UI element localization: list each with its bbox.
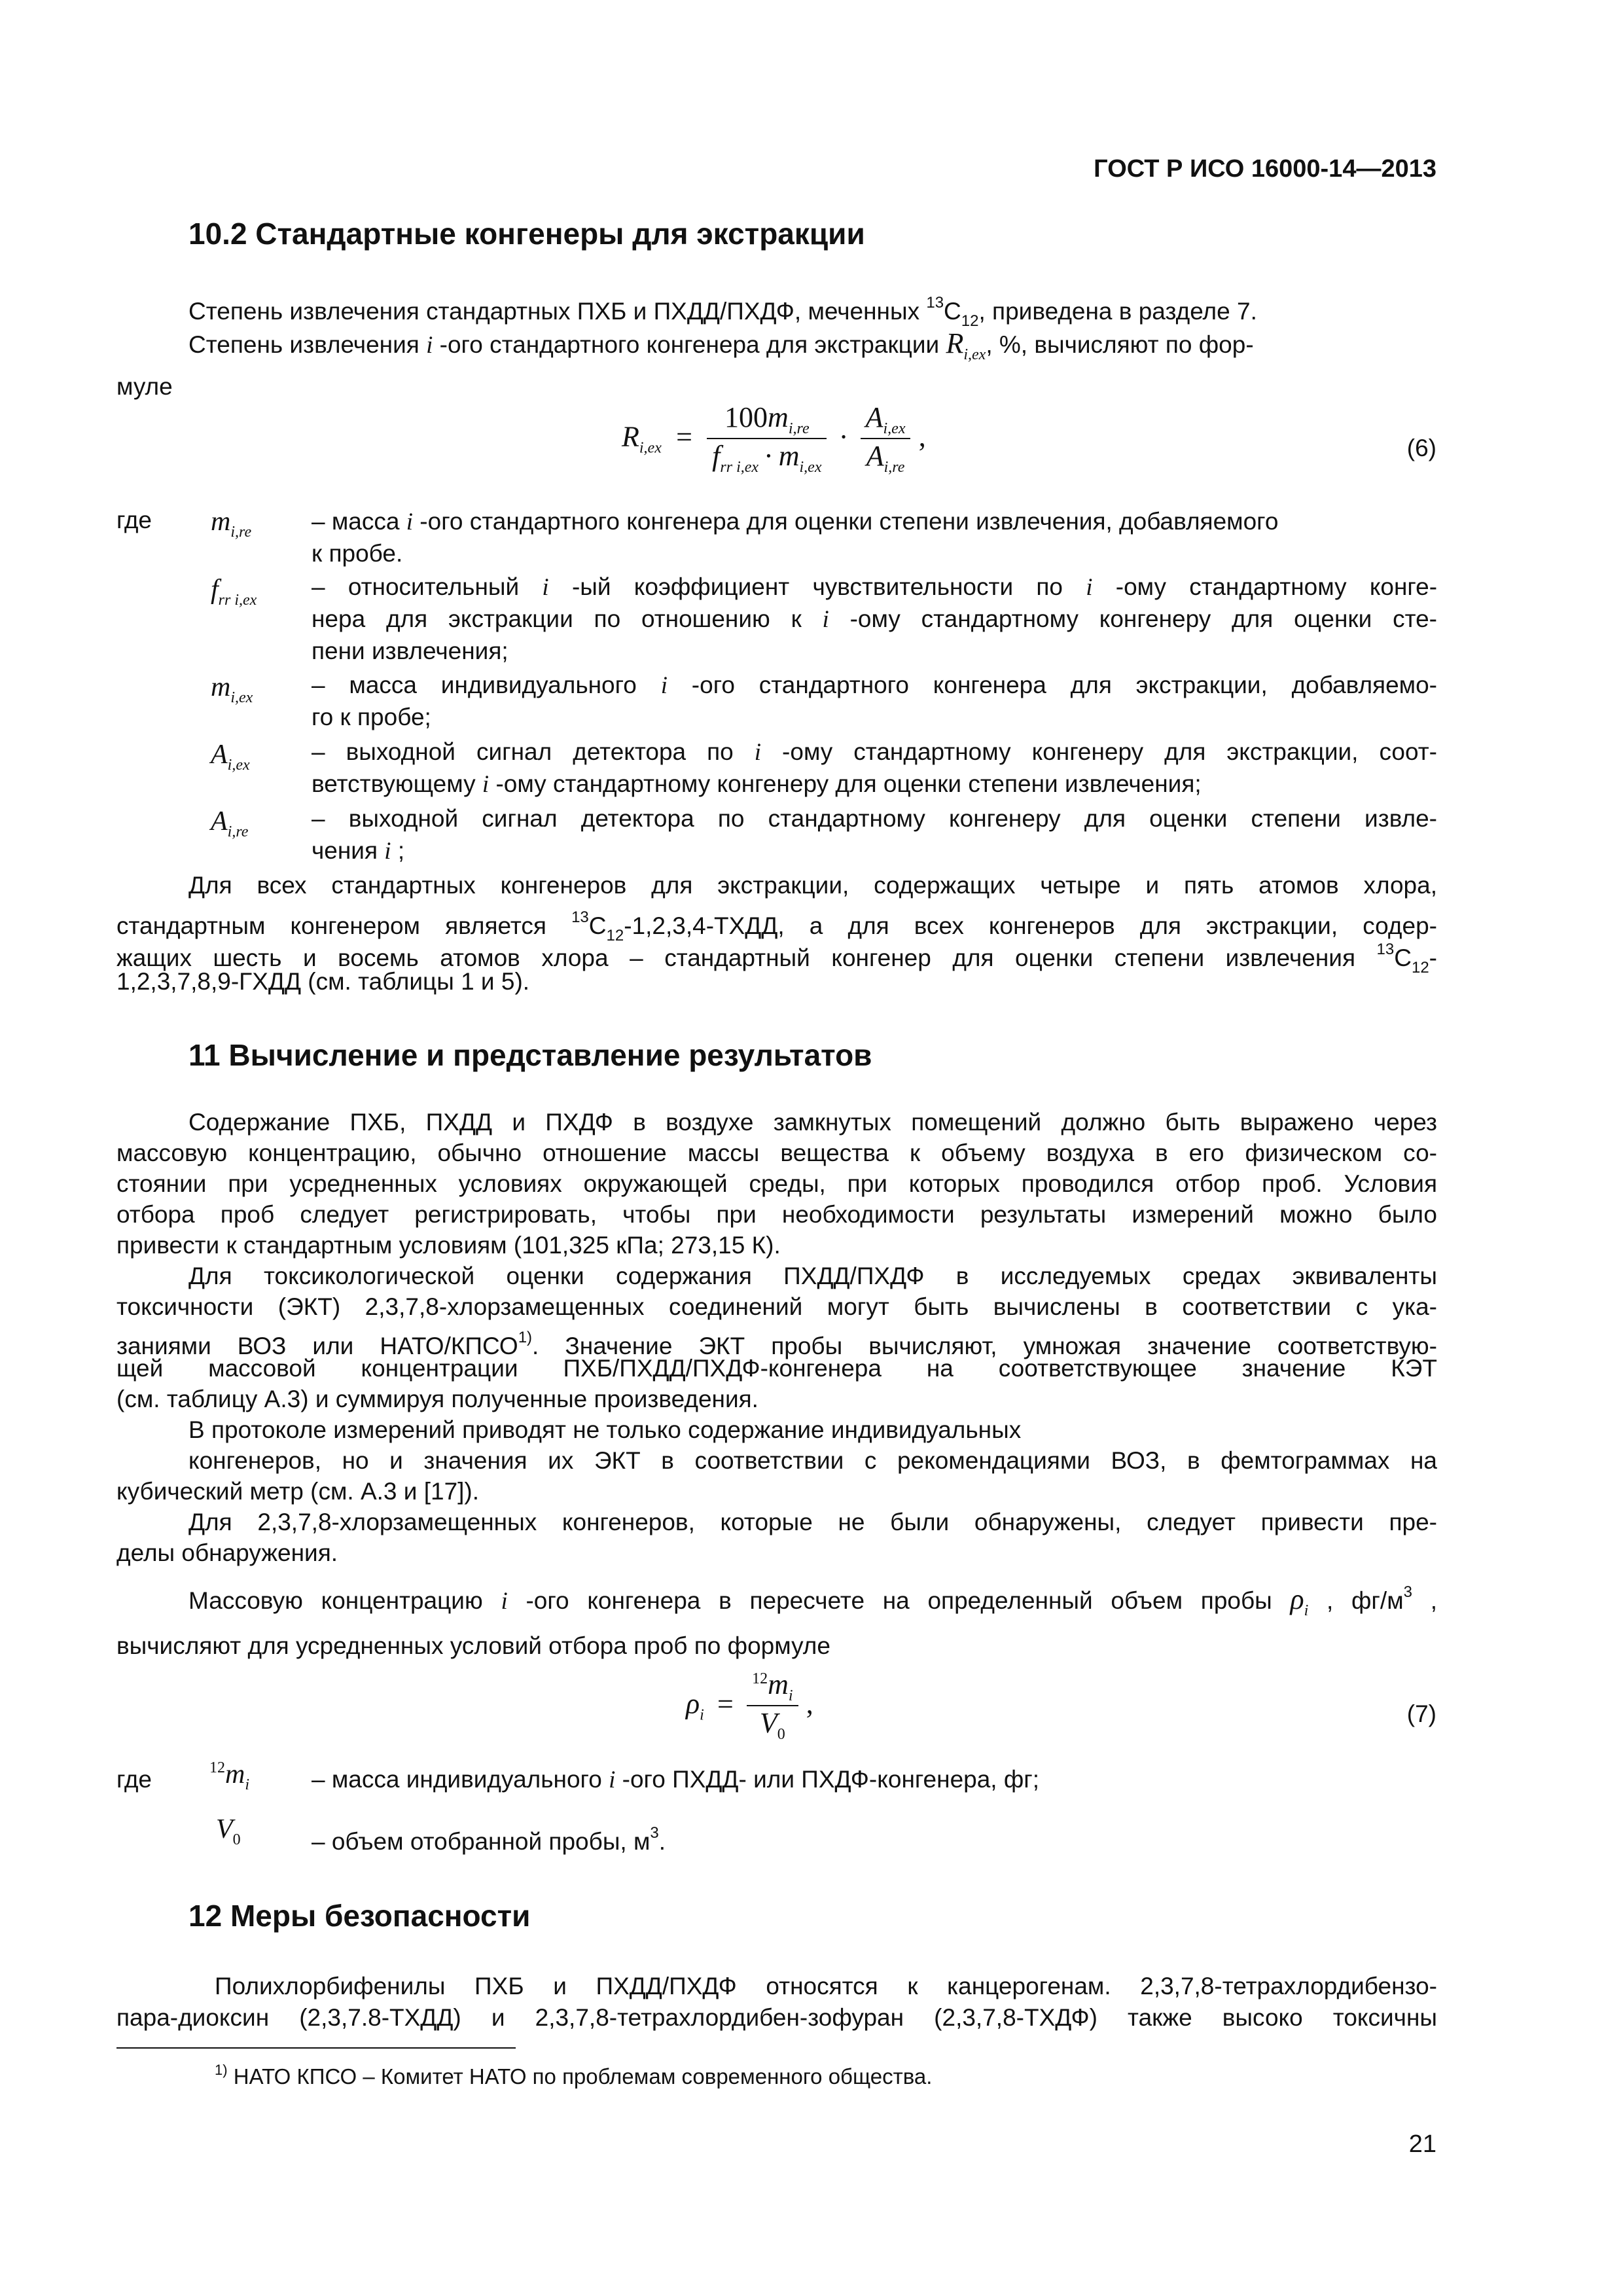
paragraph: Содержание ПХБ, ПХДД и ПХДФ в воздухе замкнутых помещений должно быть выражено через: [188, 1109, 1437, 1136]
document-header: ГОСТ Р ИСО 16000-14—2013: [1094, 155, 1436, 183]
def-symbol: $m_{i,ex}$: [211, 672, 253, 706]
paragraph-continuation: муле: [116, 373, 173, 400]
definition-line: к пробе.: [312, 540, 403, 567]
definition-line: – выходной сигнал детектора по стандартному конгенеру для оценки степени извле-: [312, 805, 1437, 832]
definition-line: ветствующему i -ому стандартному конгенеру для оценки степени извлечения;: [312, 770, 1202, 798]
paragraph: привести к стандартным условиям (101,325 кПа; 273,15 К).: [116, 1232, 781, 1259]
def-symbol: $^{12}m_i$: [209, 1759, 250, 1793]
page-number: 21: [1408, 2130, 1436, 2158]
paragraph: Полихлорбифенилы ПХБ и ПХДД/ПХДФ относятся к канцерогенам. 2,3,7,8-тетрахлордибензо-: [215, 1973, 1437, 2000]
definition-line: чения i ;: [312, 837, 405, 865]
def-symbol: $A_{i,ex}$: [211, 740, 250, 774]
paragraph: Для всех стандартных конгенеров для экстракции, содержащих четыре и пять атомов хлора,: [188, 872, 1437, 899]
section-heading-12: 12 Меры безопасности: [188, 1899, 531, 1933]
formula-6: $R_{i,ex}$ = $\frac{100m_{i,re}}{f_{rr i,ex} \cdot m_{i,ex}}$ · $\frac{A_{i,ex}}{A_{i,re}}$ ,: [622, 401, 926, 476]
definition-line: – выходной сигнал детектора по i -ому стандартному конгенеру для экстракции, соот-: [312, 738, 1437, 766]
paragraph: В протоколе измерений приводят не только содержание индивидуальных: [188, 1416, 1022, 1443]
definition-line: го к пробе;: [312, 704, 431, 730]
def-symbol: $V_0$: [216, 1814, 241, 1848]
paragraph: щей массовой концентрации ПХБ/ПХДД/ПХДФ-конгенера на соответствующее значение КЭТ: [116, 1355, 1437, 1382]
def-symbol: $m_{i,re}$: [211, 507, 252, 541]
paragraph: Степень извлечения i -ого стандартного конгенера для экстракции $R_{i,ex}$, %, вычисляют по фор-: [188, 327, 1254, 363]
fraction: $\frac{^{12}m_i}{V_0}$: [747, 1668, 798, 1744]
fraction: $\frac{A_{i,ex}}{A_{i,re}}$: [861, 401, 911, 476]
paragraph: кубический метр (см. А.3 и [17]).: [116, 1478, 480, 1505]
paragraph: токсичности (ЭКТ) 2,3,7,8-хлорзамещенных соединений могут быть вычислены в соответствии с ука-: [116, 1293, 1437, 1320]
def-symbol: $A_{i,re}$: [211, 806, 249, 840]
paragraph: (см. таблицу А.3) и суммируя полученные произведения.: [116, 1386, 758, 1412]
definition-line: – масса индивидуального i -ого стандартного конгенера для экстракции, добавляемо-: [312, 672, 1437, 699]
definition-line: – масса i -ого стандартного конгенера для оценки степени извлечения, добавляемого: [312, 508, 1279, 535]
paragraph: Массовую концентрацию i -ого конгенера в пересчете на определенный объем пробы $\rho_i$ , $фг/м^3$ ,: [188, 1583, 1438, 1619]
definition-line: – масса индивидуального i -ого ПХДД- или ПХДФ-конгенера, фг;: [312, 1766, 1040, 1793]
paragraph: делы обнаружения.: [116, 1539, 338, 1566]
section-heading-11: 11 Вычисление и представление результатов: [188, 1038, 872, 1072]
paragraph: стандартным конгенером является $^{13}C_{12}-1,2,3,4$-ТХДД, а для всех конгенеров для экстракции, содер-: [116, 908, 1437, 944]
paragraph: 1,2,3,7,8,9-ГХДД (см. таблицы 1 и 5).: [116, 968, 530, 995]
paragraph: пара-диоксин (2,3,7.8-ТХДД) и 2,3,7,8-тетрахлордибен-зофуран (2,3,7,8-ТХДФ) также высоко токсичны: [116, 2004, 1437, 2031]
where-label: где: [116, 507, 152, 533]
where-label: где: [116, 1766, 152, 1793]
paragraph: жащих шесть и восемь атомов хлора – стандартный конгенер для оценки степени извлечения $^{13}C_{12}-$: [116, 941, 1437, 977]
definition-line: пени извлечения;: [312, 637, 508, 664]
paragraph: массовую концентрацию, обычно отношение массы вещества к объему воздуха в его физическом со-: [116, 1139, 1437, 1166]
def-symbol: $f_{rr i,ex}$: [211, 575, 257, 609]
equation-number: (7): [1406, 1700, 1436, 1727]
paragraph: конгенеров, но и значения их ЭКТ в соответствии с рекомендациями ВОЗ, в фемтограммах на: [188, 1447, 1437, 1474]
footnote: $^{1)}$ НАТО КПСО – Комитет НАТО по проблемам современного общества.: [215, 2062, 933, 2089]
definition-line: – относительный i -ый коэффициент чувствительности по i -ому стандартному конге-: [312, 573, 1438, 601]
paragraph: Степень извлечения стандартных ПХБ и ПХДД/ПХДФ, меченных $^{13}C_{12}$, приведена в разделе 7.: [188, 294, 1257, 330]
fraction: $\frac{100m_{i,re}}{f_{rr i,ex} \cdot m_{i,ex}}$: [707, 401, 827, 476]
section-heading-10-2: 10.2 Стандартные конгенеры для экстракции: [188, 217, 865, 251]
paragraph: вычисляют для усредненных условий отбора проб по формуле: [116, 1632, 830, 1659]
paragraph: заниями ВОЗ или НАТО/КПСО$^{1)}$. Значение ЭКТ пробы вычисляют, умножая значение соответствую-: [116, 1329, 1438, 1359]
definition-line: – объем отобранной пробы, $м^3$.: [312, 1824, 666, 1855]
definition-line: нера для экстракции по отношению к i -ому стандартному конгенеру для оценки сте-: [312, 605, 1437, 633]
paragraph: отбора проб следует регистрировать, чтобы при необходимости результаты измерений можно было: [116, 1201, 1437, 1228]
paragraph: стоянии при усредненных условиях окружающей среды, при которых проводился отбор проб. Условия: [116, 1170, 1437, 1197]
footnote-reference: 1): [518, 1329, 533, 1346]
formula-7: $\rho_i$ = $\frac{^{12}m_i}{V_0}$ ,: [686, 1668, 813, 1743]
equation-number: (6): [1406, 435, 1436, 461]
paragraph: Для 2,3,7,8-хлорзамещенных конгенеров, которые не были обнаружены, следует привести пре-: [188, 1509, 1437, 1535]
paragraph: Для токсикологической оценки содержания ПХДД/ПХДФ в исследуемых средах эквиваленты: [188, 1263, 1437, 1289]
footnote-separator: [116, 2047, 516, 2049]
